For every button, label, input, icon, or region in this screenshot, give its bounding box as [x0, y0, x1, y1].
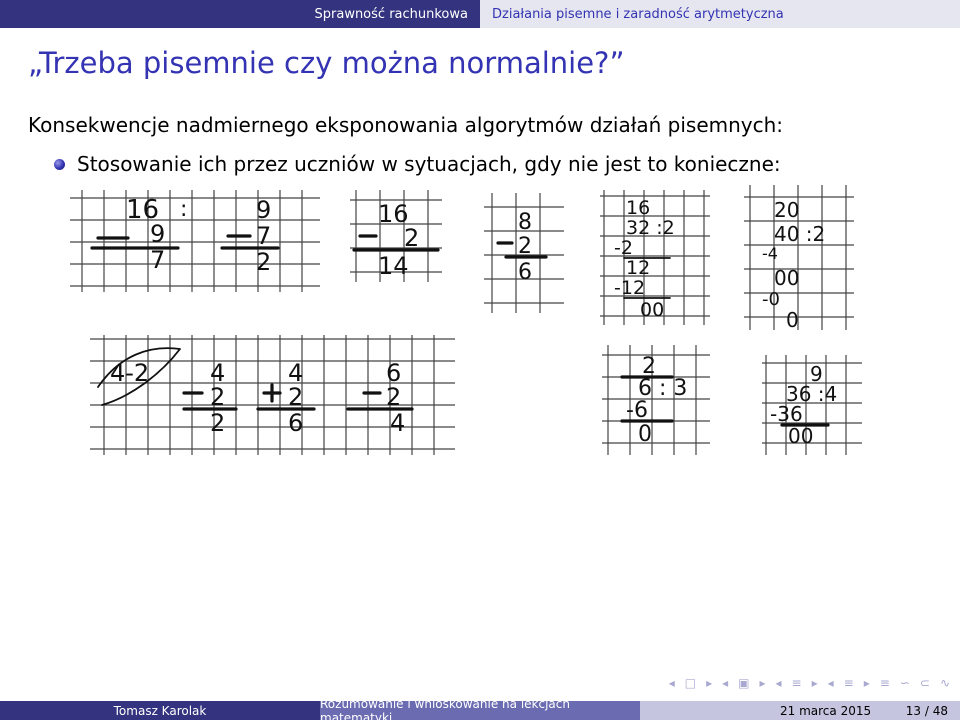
hw-op: : — [180, 197, 188, 222]
hw-r2: 2 — [256, 248, 272, 276]
nav-prev-slide-icon[interactable]: ◂ — [722, 676, 729, 690]
hw-l4: 00 — [788, 424, 814, 448]
hw-plus — [264, 385, 280, 401]
nav-appendix-icon[interactable]: ≡ — [879, 676, 890, 690]
grid-image — [602, 345, 710, 455]
hw-l5: -0 — [762, 289, 780, 310]
hw-r3: 4 — [390, 409, 406, 437]
bullet-text: Stosowanie ich przez uczniów w sytuacjach, gdy nie jest to konieczne: — [77, 152, 781, 176]
hw-r: 7 — [150, 246, 166, 274]
handwritten-example-3 — [484, 193, 564, 313]
nav-section-icon[interactable]: ≡ — [843, 676, 854, 690]
nav-search-icon[interactable]: ⊂ — [919, 676, 930, 690]
hw-l2: 40 :2 — [774, 222, 826, 246]
hw-b1: 2 — [210, 383, 226, 411]
hw-l3: -36 — [770, 402, 803, 426]
hw-l1: 9 — [810, 362, 823, 386]
hw-r2: 6 — [288, 409, 304, 437]
header-section[interactable] — [0, 0, 480, 28]
grid-image — [350, 190, 442, 282]
nav-forward-icon[interactable]: ∿ — [939, 676, 950, 690]
hw-r1: 2 — [210, 409, 226, 437]
handwritten-example-4 — [600, 190, 710, 325]
bullet-item — [54, 152, 781, 176]
beamer-navigation — [669, 676, 950, 690]
footer-page-number: 13 / 48 — [905, 703, 948, 718]
hw-l6: 0 — [786, 308, 799, 330]
hw-l4: 00 — [774, 266, 800, 290]
hw-b3: 2 — [386, 383, 402, 411]
hw-l2: 36 :4 — [786, 382, 838, 406]
footer-bar — [0, 696, 960, 725]
nav-back-icon[interactable]: ∽ — [899, 676, 910, 690]
hw-l1: 20 — [774, 198, 800, 222]
footer-author — [0, 701, 320, 720]
footer-date-label: 21 marca 2015 — [780, 703, 872, 718]
hw-b2: 2 — [288, 383, 304, 411]
hw-b: 2 — [404, 224, 420, 252]
nav-next-slide-icon[interactable]: ▸ — [759, 676, 766, 690]
handwritten-example-2 — [350, 190, 442, 282]
hw-l6: 00 — [640, 299, 665, 321]
hw-b: 9 — [150, 220, 166, 248]
nav-prev-frame-icon[interactable]: ◂ — [668, 676, 675, 690]
hw-b2: 9 — [256, 196, 272, 224]
handwritten-example-5 — [744, 185, 854, 330]
grid-image — [90, 335, 455, 455]
hw-l2: 32 :2 — [626, 217, 675, 239]
grid-image — [762, 355, 862, 455]
hw-b: 2 — [518, 234, 532, 259]
handwritten-example-6 — [90, 335, 455, 455]
hw-l3: -4 — [762, 244, 778, 263]
footer-title-label: Rozumowanie i wnioskowanie na lekcjach matematyki — [320, 696, 570, 725]
nav-prev-section-icon[interactable]: ◂ — [827, 676, 834, 690]
hw-a: 8 — [518, 210, 532, 235]
hw-crossed: 4-2 — [110, 359, 150, 387]
hw-r: 6 — [518, 260, 532, 285]
nav-next-subsection-icon[interactable]: ▸ — [811, 676, 818, 690]
hw-a: 16 — [378, 200, 409, 228]
hw-a2: 4 — [288, 359, 304, 387]
handwritten-example-7 — [602, 345, 710, 455]
bullet-ball-icon — [54, 159, 65, 170]
hw-r: 14 — [378, 252, 409, 280]
hw-l4: 0 — [638, 422, 652, 447]
hw-a1: 4 — [210, 359, 226, 387]
grid-image — [70, 190, 320, 292]
hw-l2: 6 : 3 — [638, 376, 688, 401]
header-section-label: Sprawność rachunkowa — [314, 6, 468, 22]
hw-a: 16 — [126, 195, 160, 225]
hw-l5: -12 — [614, 277, 646, 299]
grid-image — [600, 190, 710, 325]
intro-text: Konsekwencje nadmiernego eksponowania algorytmów działań pisemnych: — [28, 113, 784, 137]
footer-date — [640, 701, 960, 720]
hw-l3: -2 — [614, 237, 633, 259]
hw-a3: 6 — [386, 359, 402, 387]
nav-frame-icon[interactable]: □ — [684, 676, 697, 690]
header-bar — [0, 0, 960, 28]
hw-c2: 7 — [256, 222, 272, 250]
grid-image — [484, 193, 564, 313]
footer-title — [320, 696, 640, 725]
header-subsection[interactable] — [480, 0, 960, 28]
nav-subsection-icon[interactable]: ≡ — [791, 676, 802, 690]
hw-l4: 12 — [626, 257, 651, 279]
hw-l1: 2 — [642, 354, 656, 379]
header-subsection-label: Działania pisemne i zaradność arytmetyczna — [492, 6, 784, 22]
handwritten-example-8 — [762, 355, 862, 455]
footer-author-label: Tomasz Karolak — [113, 703, 207, 718]
frame-title: „Trzeba pisemnie czy można normalnie?” — [28, 46, 625, 80]
hw-l1: 16 — [626, 197, 651, 219]
hw-l3: -6 — [626, 398, 648, 423]
nav-next-frame-icon[interactable]: ▸ — [706, 676, 713, 690]
grid-image — [744, 185, 854, 330]
handwritten-example-1 — [70, 190, 320, 292]
nav-prev-subsection-icon[interactable]: ◂ — [775, 676, 782, 690]
nav-next-section-icon[interactable]: ▸ — [863, 676, 870, 690]
nav-slide-icon[interactable]: ▣ — [738, 676, 750, 690]
